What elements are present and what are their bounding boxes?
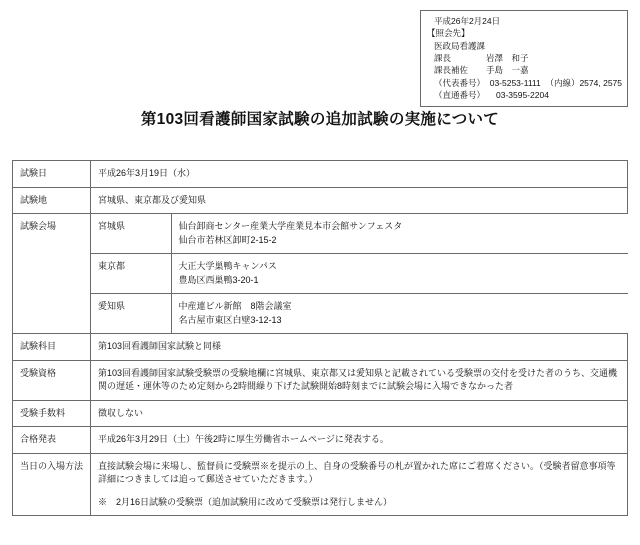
row-label-exam-region: 試験地	[13, 187, 91, 214]
row-value-exam-region: 宮城県、東京都及び愛知県	[91, 187, 628, 214]
table-row	[13, 334, 628, 361]
header-recipient: 【照会先】	[427, 28, 470, 39]
table-row	[13, 453, 628, 516]
row-value-eligibility: 第103回看護師国家試験受験票の受験地欄に宮城県、東京都又は愛知県と記載されている受験票の交付を受けた者のうち、交通機関の遅延・運休等のため定刻から2時間繰り下げた試験開始8時刻までに試験会場に入場できなかった者	[91, 360, 628, 400]
venue-address-line2: 豊島区西巣鴨3-20-1	[178, 274, 259, 285]
page-title: 第103回看護師国家試験の追加試験の実施について	[140, 111, 500, 128]
table-row	[13, 427, 628, 454]
venue-address-line2: 仙台市若林区卸町2-15-2	[178, 234, 277, 245]
header-department: 医政局看護課	[434, 40, 486, 51]
header-assistant-row	[427, 64, 622, 76]
table-row	[13, 161, 628, 188]
venue-address-line1: 大正大学巣鴨キャンパス	[178, 261, 277, 271]
entry-method-note: ※ 2月16日試験の受験票（追加試験用に改めて受験票は発行しません）	[98, 496, 393, 507]
row-label-eligibility: 受験資格	[13, 360, 91, 400]
header-chief-row	[427, 52, 622, 64]
header-direct-phone: 03-3595-2204	[496, 89, 549, 100]
venue-address-aichi	[171, 294, 628, 334]
header-contact-box	[420, 10, 628, 107]
row-label-exam-subjects: 試験科目	[13, 334, 91, 361]
row-label-exam-date: 試験日	[13, 161, 91, 188]
header-chief-name: 岩澤 和子	[486, 52, 529, 63]
header-direct-phone-row	[427, 89, 622, 101]
row-value-exam-venues	[91, 214, 628, 334]
header-extension-label: （内線）	[545, 77, 580, 88]
header-main-phone-row	[427, 77, 622, 89]
row-label-exam-fee: 受験手数料	[13, 400, 91, 427]
venue-address-tokyo	[171, 254, 628, 294]
table-row	[13, 187, 628, 214]
venue-row	[91, 214, 628, 254]
header-assistant-name: 手島 一嘉	[486, 65, 529, 76]
entry-method-text: 直接試験会場に来場し、監督員に受験票※を提示の上、自身の受験番号の札が置かれた席にご着席ください。（受験者留意事項等詳細につきましては追って郵送させていただきます。）	[98, 460, 616, 484]
row-value-exam-date: 平成26年3月19日（水）	[91, 161, 628, 188]
venue-pref-miyagi: 宮城県	[91, 214, 171, 254]
venue-row	[91, 254, 628, 294]
header-assistant-label: 課長補佐	[434, 65, 469, 76]
row-label-result-announcement: 合格発表	[13, 427, 91, 454]
header-chief-label: 課長	[434, 52, 452, 63]
venue-pref-aichi: 愛知県	[91, 294, 171, 334]
row-value-exam-fee: 徴収しない	[91, 400, 628, 427]
row-value-entry-method	[91, 453, 628, 516]
header-main-phone: 03-5253-1111	[489, 77, 541, 88]
table-row	[13, 214, 628, 334]
table-row	[13, 360, 628, 400]
header-main-phone-label: （代表番号）	[434, 77, 486, 88]
header-date: 平成26年2月24日	[434, 16, 501, 26]
venue-address-line1: 仙台卸商センター産業大学産業見本市会館サンフェスタ	[178, 221, 403, 231]
row-label-exam-venues: 試験会場	[13, 214, 91, 334]
row-label-entry-method: 当日の入場方法	[13, 453, 91, 516]
row-value-exam-subjects: 第103回看護師国家試験と同様	[91, 334, 628, 361]
venue-pref-tokyo: 東京都	[91, 254, 171, 294]
venue-table	[91, 214, 628, 333]
venue-address-line1: 中産連ビル新館 8階会議室	[178, 301, 292, 311]
header-direct-phone-label: （直通番号）	[434, 89, 486, 100]
row-value-result-announcement: 平成26年3月29日（土）午後2時に厚生労働省ホームページに発表する。	[91, 427, 628, 454]
venue-address-miyagi	[171, 214, 628, 254]
exam-details-table	[12, 160, 628, 516]
venue-row	[91, 294, 628, 334]
header-extension: 2574, 2575	[579, 77, 622, 88]
table-row	[13, 400, 628, 427]
venue-address-line2: 名古屋市東区白壁3-12-13	[178, 314, 282, 325]
